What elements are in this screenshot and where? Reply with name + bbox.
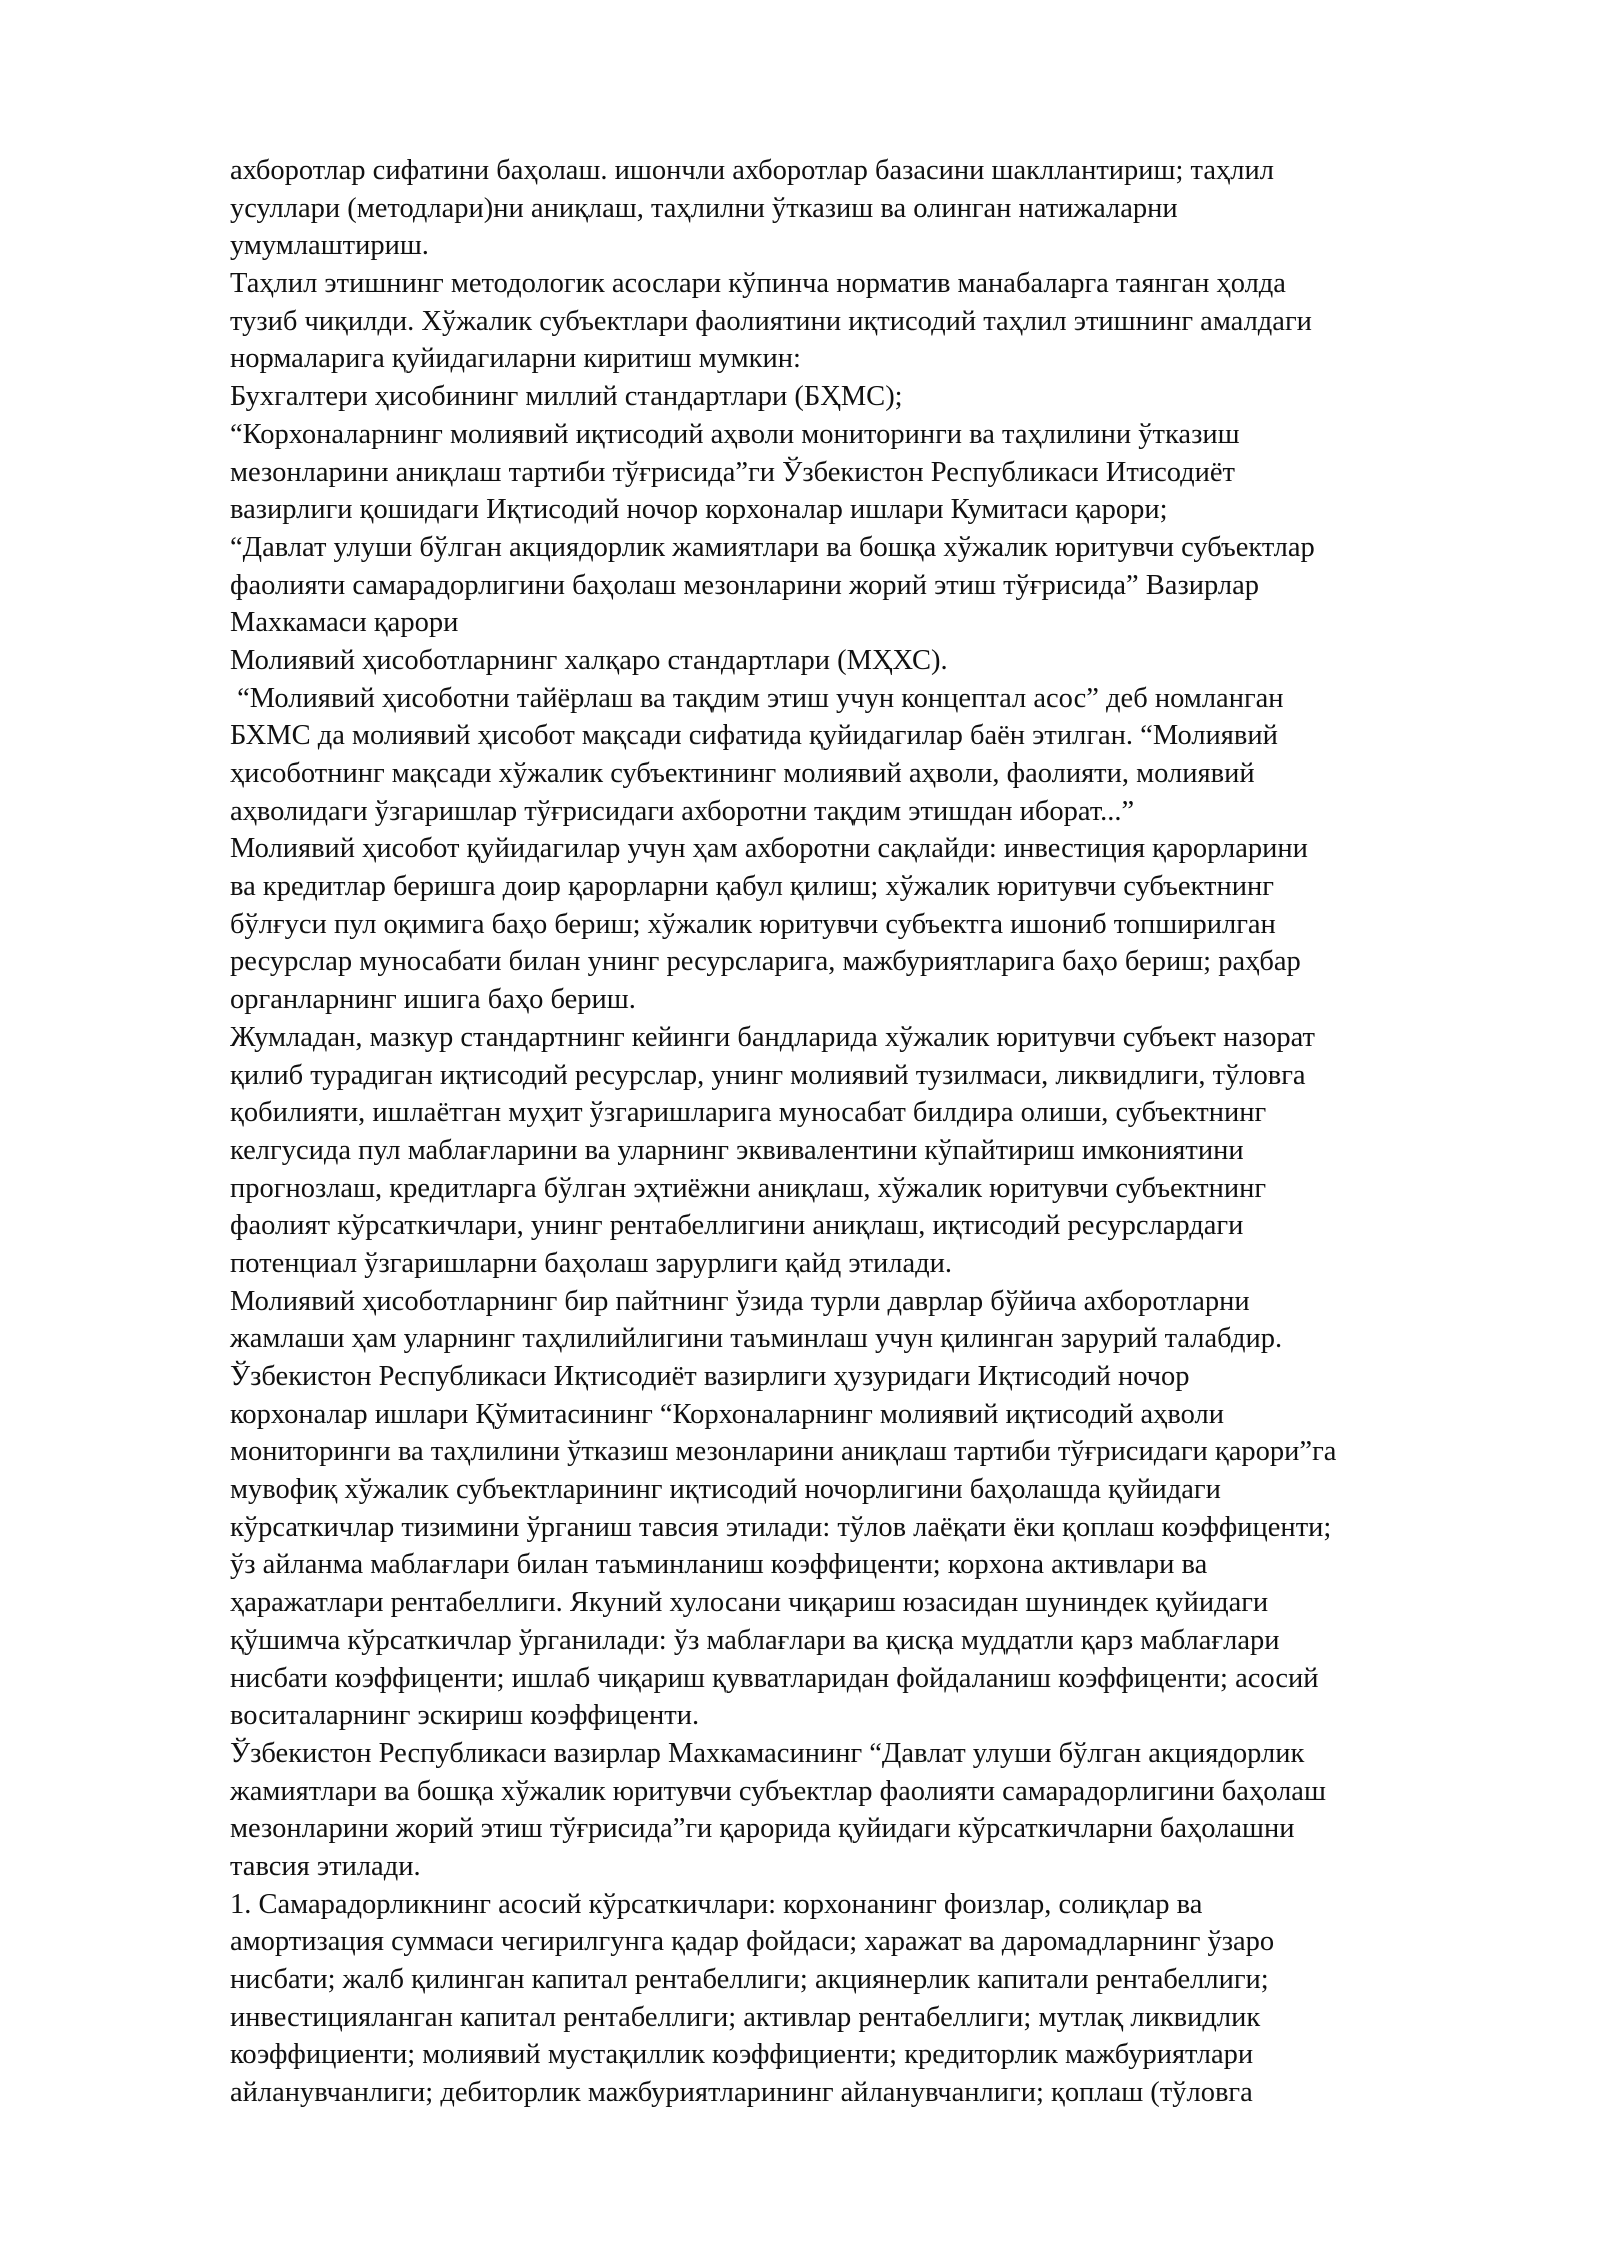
text-line: воситаларнинг эскириш коэффиценти. xyxy=(230,1700,700,1732)
text-line: прогнозлаш, кредитларга бўлган эҳтиёжни аниқлаш, хўжалик юритувчи субъектнинг xyxy=(230,1172,1267,1204)
text-line: ахборотлар сифатини баҳолаш. ишончли ахборотлар базасини шакллантириш; таҳлил xyxy=(230,155,1274,186)
text-line: кўрсаткичлар тизимини ўрганиш тавсия этилади: тўлов лаёқати ёки қоплаш коэффиценти; xyxy=(230,1511,1332,1543)
text-line: келгусида пул маблағларини ва уларнинг эквивалентини кўпайтириш имкониятини xyxy=(230,1134,1244,1166)
text-line: нисбати; жалб қилинган капитал рентабеллиги; акциянерлик капитали рентабеллиги; xyxy=(230,1964,1269,1995)
text-line: қобилияти, ишлаётган муҳит ўзгаришларига муносабат билдира олиши, субъектнинг xyxy=(230,1097,1267,1129)
text-line: мезонларини аниқлаш тартиби тўғрисида”ги Ўзбекистон Республикаси Итисодиёт xyxy=(230,456,1236,488)
text-line: Жумладан, мазкур стандартнинг кейинги бандларида хўжалик юритувчи субъект назорат xyxy=(230,1021,1315,1053)
text-line: фаолият кўрсаткичлари, унинг рентабеллигини аниқлаш, иқтисодий ресурслардаги xyxy=(230,1210,1244,1242)
text-line: мезонларини жорий этиш тўғрисида”ги қарорида қуйидаги кўрсаткичларни баҳолашни xyxy=(230,1813,1295,1845)
text-line: нормаларига қуйидагиларни киритиш мумкин: xyxy=(230,343,801,375)
text-line: бўлғуси пул оқимига баҳо бериш; хўжалик юритувчи субъектга ишониб топширилган xyxy=(230,908,1276,940)
text-line: 1. Самарадорликнинг асосий кўрсаткичлари: корхонанинг фоизлар, солиқлар ва xyxy=(230,1888,1203,1920)
text-line: “Корхоналарнинг молиявий иқтисодий аҳволи мониторинги ва таҳлилини ўтказиш xyxy=(230,418,1240,450)
text-line: ўз айланма маблағлари билан таъминланиш коэффиценти; корхона активлари ва xyxy=(230,1549,1208,1581)
text-line: тузиб чиқилди. Хўжалик субъектлари фаолиятини иқтисодий таҳлил этишнинг амалдаги xyxy=(230,305,1312,337)
text-line: БХМС да молиявий ҳисобот мақсади сифатида қуйидагилар баён этилган. “Молиявий xyxy=(230,720,1278,752)
text-line: инвестицияланган капитал рентабеллиги; активлар рентабеллиги; мутлақ ликвидлик xyxy=(230,2001,1261,2033)
text-line: амортизация суммаси чегирилгунга қадар фойдаси; харажат ва даромадларнинг ўзаро xyxy=(230,1926,1275,1958)
text-line: нисбати коэффиценти; ишлаб чиқариш қувватларидан фойдаланиш коэффиценти; асосий xyxy=(230,1662,1319,1694)
text-line: аҳволидаги ўзгаришлар тўғрисидаги ахборотни тақдим этишдан иборат...” xyxy=(230,795,1135,827)
text-line: Таҳлил этишнинг методологик асослари кўпинча норматив манабаларга таянган ҳолда xyxy=(230,268,1286,300)
text-line: тавсия этилади. xyxy=(230,1850,421,1882)
text-line: умумлаштириш. xyxy=(230,230,429,262)
text-line: Бухгалтери ҳисобининг миллий стандартлари (БҲМС); xyxy=(230,381,903,413)
text-line: жамиятлари ва бошқа хўжалик юритувчи субъектлар фаолияти самарадорлигини баҳолаш xyxy=(230,1775,1326,1807)
document-body xyxy=(230,152,1490,2112)
text-line: ресурслар муносабати билан унинг ресурсларига, мажбуриятларига баҳо бериш; раҳбар xyxy=(230,946,1301,978)
text-line: фаолияти самарадорлигини баҳолаш мезонларини жорий этиш тўғрисида” Вазирлар xyxy=(230,569,1259,601)
text-line: вазирлиги қошидаги Иқтисодий ночор корхоналар ишлари Кумитаси қарори; xyxy=(230,494,1168,526)
text-line: мувофиқ хўжалик субъектларининг иқтисодий ночорлигини баҳолашда қуйидаги xyxy=(230,1474,1221,1506)
text-line: коэффициенти; молиявий мустақиллик коэффициенти; кредиторлик мажбуриятлари xyxy=(230,2039,1254,2071)
text-line: Молиявий ҳисоботларнинг халқаро стандартлари (МҲХС). xyxy=(230,644,948,676)
text-line: органларнинг ишига баҳо бериш. xyxy=(230,984,636,1016)
text-line: Махкамаси қарори xyxy=(230,607,459,639)
text-line: усуллари (методлари)ни аниқлаш, таҳлилни ўтказиш ва олинган натижаларни xyxy=(230,192,1178,224)
text-line: жамлаши ҳам уларнинг таҳлилийлигини таъминлаш учун қилинган зарурий талабдир. xyxy=(230,1323,1283,1355)
text-line: “Молиявий ҳисоботни тайёрлаш ва тақдим этиш учун концептал асос” деб номланган xyxy=(230,682,1284,714)
text-line: ҳаражатлари рентабеллиги. Якуний хулосани чиқариш юзасидан шуниндек қуйидаги xyxy=(230,1587,1269,1619)
text-line: Ўзбекистон Республикаси Иқтисодиёт вазирлиги ҳузуридаги Иқтисодий ночор xyxy=(230,1361,1190,1392)
text-line: айланувчанлиги; дебиторлик мажбуриятларининг айланувчанлиги; қоплаш (тўловга xyxy=(230,2077,1253,2109)
text-line: қўшимча кўрсаткичлар ўрганилади: ўз маблағлари ва қисқа муддатли қарз маблағлари xyxy=(230,1624,1280,1656)
text-line: потенциал ўзгаришларни баҳолаш зарурлиги қайд этилади. xyxy=(230,1247,953,1279)
text-line: мониторинги ва таҳлилини ўтказиш мезонларини аниқлаш тартиби тўғрисидаги қарори”га xyxy=(230,1436,1337,1468)
text-line: қилиб турадиган иқтисодий ресурслар, унинг молиявий тузилмаси, ликвидлиги, тўловга xyxy=(230,1059,1306,1091)
text-line: ҳисоботнинг мақсади хўжалик субъектининг молиявий аҳволи, фаолияти, молиявий xyxy=(230,758,1255,789)
text-line: Молиявий ҳисобот қуйидагилар учун ҳам ахборотни сақлайди: инвестиция қарорларини xyxy=(230,833,1308,865)
text-line: Молиявий ҳисоботларнинг бир пайтнинг ўзида турли даврлар бўйича ахборотларни xyxy=(230,1285,1250,1317)
text-line: “Давлат улуши бўлган акциядорлик жамиятлари ва бошқа хўжалик юритувчи субъектлар xyxy=(230,531,1315,563)
text-line: корхоналар ишлари Қўмитасининг “Корхоналарнинг молиявий иқтисодий аҳволи xyxy=(230,1398,1224,1430)
text-line: Ўзбекистон Республикаси вазирлар Махкамасининг “Давлат улуши бўлган акциядорлик xyxy=(230,1737,1305,1769)
text-line: ва кредитлар беришга доир қарорларни қабул қилиш; хўжалик юритувчи субъектнинг xyxy=(230,871,1274,903)
